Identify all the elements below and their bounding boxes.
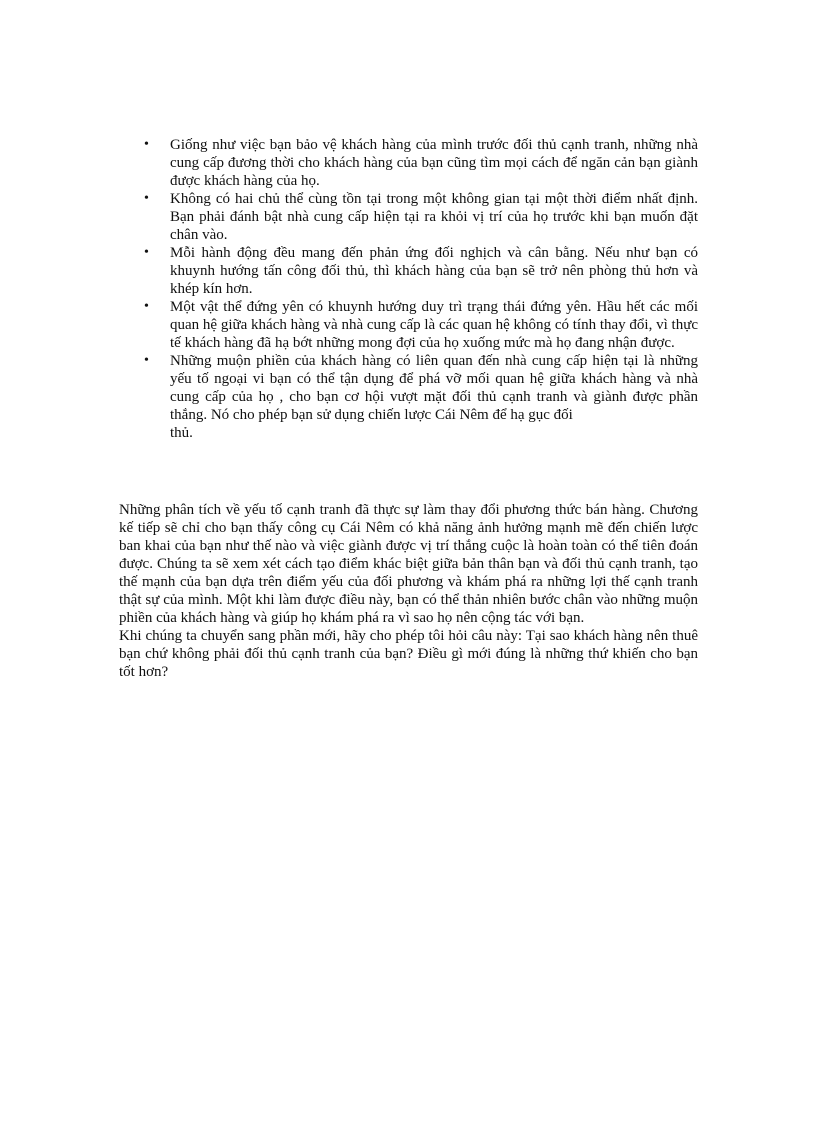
bullet-icon: • xyxy=(144,137,149,152)
paragraph: Những phân tích về yếu tố cạnh tranh đã thực sự làm thay đổi phương thức bán hàng. Chương kế tiếp sẽ chỉ cho bạn thấy công cụ Cái Nêm có khả năng ảnh hưởng mạnh mẽ đến chiến lược ban khai của bạn như thế nào và việc giành được vị trí thắng cuộc là hoàn toàn có thể tiên đoán được. Chúng ta sẽ xem xét cách tạo điểm khác biệt giữa bản thân bạn và đối thủ cạnh tranh, tạo thế mạnh của bạn dựa trên điểm yếu của đối phương và khám phá ra những lợi thế cạnh tranh thật sự của mình. Một khi làm được điều này, bạn có thể thản nhiên bước chân vào những muộn phiền của khách hàng và giúp họ khám phá ra vì sao họ nên cộng tác với bạn. xyxy=(119,502,698,626)
list-item xyxy=(144,190,698,244)
list-item xyxy=(144,298,698,352)
body-text xyxy=(119,501,698,681)
bullet-icon: • xyxy=(144,353,149,368)
bullet-text: Những muộn phiền của khách hàng có liên quan đến nhà cung cấp hiện tại là những yếu tố ngoại vi bạn có thể tận dụng để phá vỡ mối quan hệ giữa khách hàng và nhà cung cấp của họ , cho bạn cơ hội vượt mặt đối thủ cạnh tranh và giành được phần thắng. Nó cho phép bạn sử dụng chiến lược Cái Nêm để hạ gục đối xyxy=(170,353,698,423)
list-item xyxy=(144,136,698,190)
bullet-text-tail: thủ. xyxy=(170,425,193,441)
bullet-text: Giống như việc bạn bảo vệ khách hàng của mình trước đối thủ cạnh tranh, những nhà cung cấp đương thời cho khách hàng của bạn cũng tìm mọi cách để ngăn cản bạn giành được khách hàng của họ. xyxy=(170,137,698,189)
bullet-text: Một vật thể đứng yên có khuynh hướng duy trì trạng thái đứng yên. Hầu hết các mối quan hệ giữa khách hàng và nhà cung cấp là các quan hệ không có tính thay đổi, vì thực tế khách hàng đã hạ bớt những mong đợi của họ xuống mức mà họ đang nhận được. xyxy=(170,299,698,351)
bullet-icon: • xyxy=(144,299,149,314)
bullet-list xyxy=(144,136,698,442)
bullet-text: Không có hai chủ thể cùng tồn tại trong một không gian tại một thời điểm nhất định. Bạn phải đánh bật nhà cung cấp hiện tại ra khỏi vị trí của họ trước khi bạn muốn đặt chân vào. xyxy=(170,191,698,243)
bullet-text: Mỗi hành động đều mang đến phản ứng đối nghịch và cân bằng. Nếu như bạn có khuynh hướng tấn công đối thủ, thì khách hàng của bạn sẽ trở nên phòng thủ hơn và khép kín hơn. xyxy=(170,245,698,297)
bullet-icon: • xyxy=(144,191,149,206)
paragraph: Khi chúng ta chuyển sang phần mới, hãy cho phép tôi hỏi câu này: Tại sao khách hàng nên thuê bạn chứ không phải đối thủ cạnh tranh của bạn? Điều gì mới đúng là những thứ khiến cho bạn tốt hơn? xyxy=(119,628,698,680)
list-item xyxy=(144,244,698,298)
list-item xyxy=(144,352,698,442)
bullet-icon: • xyxy=(144,245,149,260)
